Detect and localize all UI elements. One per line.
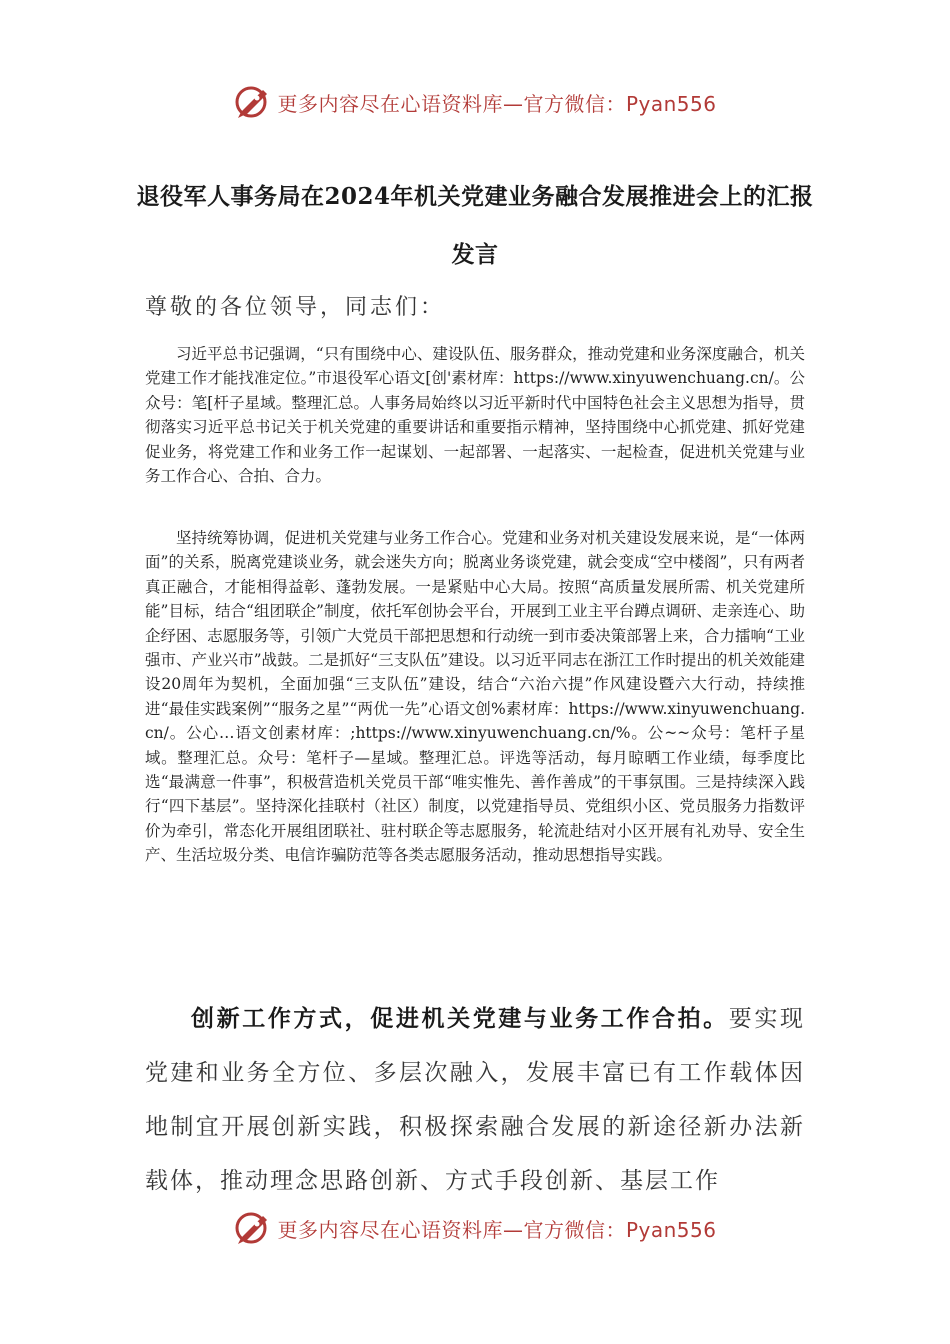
pen-nib-logo-icon	[233, 1208, 273, 1248]
paragraph-coordination: 坚持统筹协调，促进机关党建与业务工作合心。党建和业务对机关建设发展来说，是“一体两面”的关系，脱离党建谈业务，就会迷失方向；脱离业务谈党建，就会变成“空中楼阁”，只有两者真正融合，才能相得益彰、蓬勃发展。一是紧贴中心大局。按照“高质量发展所需、机关党建所能”目标，结合“组团联企”制度，依托军创协会平台，开展到工业主平台蹲点调研、走亲连心、助企纾困、志愿服务等，引领广大党员干部把思想和行动统一到市委决策部署上来，合力擂响“工业强市、产业兴市”战鼓。二是抓好“三支队伍”建设。以习近平同志在浙江工作时提出的机关效能建设20周年为契机，全面加强“三支队伍”建设，结合“六治六提”作风建设暨六大行动，持续推进“最佳实践案例”“服务之星”“两优一先”心语文创%素材库：https://www.xinyuwenchuang.cn/。公心…语文创素材库：;https://www.xinyuwenchuang.cn/%。公~~众号：笔杆子星域。整理汇总。众号：笔杆子—星域。整理汇总。评选等活动，每月晾晒工作业绩，每季度比选“最满意一件事”，积极营造机关党员干部“唯实惟先、善作善成”的干事氛围。三是持续深入践行“四下基层”。坚持深化挂联村（社区）制度，以党建指导员、党组织小区、党员服务力指数评价为牵引，常态化开展组团联社、驻村联企等志愿服务，轮流赴结对小区开展有礼劝导、安全生产、生活垃圾分类、电信诈骗防范等各类志愿服务活动，推动思想指导实践。	[145, 529, 805, 865]
watermark-text: 更多内容尽在心语资料库—官方微信：Pyan556	[277, 91, 717, 116]
footer-watermark	[0, 1208, 950, 1248]
document-title: 退役军人事务局在2024年机关党建业务融合发展推进会上的汇报发言	[136, 183, 814, 268]
paragraph-innovation	[145, 992, 805, 1208]
paragraph-innovation-heading: 创新工作方式，促进机关党建与业务工作合拍。	[191, 1005, 729, 1032]
paragraph-intro: 习近平总书记强调，“只有围绕中心、建设队伍、服务群众，推动党建和业务深度融合，机关党建工作才能找准定位。”市退役军心语文[创'素材库：https://www.xinyuwenchuang.cn/。公众号：笔[杆子星域。整理汇总。人事务局始终以习近平新时代中国特色社会主义思想为指导，贯彻落实习近平总书记关于机关党建的重要讲话和重要指示精神，坚持围绕中心抓党建、抓好党建促业务，将党建工作和业务工作一起谋划、一起部署、一起落实、一起检查，促进机关党建与业务工作合心、合拍、合力。	[145, 345, 805, 486]
salutation: 尊敬的各位领导，同志们：	[145, 295, 446, 320]
header-watermark	[0, 82, 950, 122]
watermark-text: 更多内容尽在心语资料库—官方微信：Pyan556	[277, 1217, 717, 1242]
paragraph-innovation-body: 要实现党建和业务全方位、多层次融入，发展丰富已有工作载体因地制宜开展创新实践，积极探索融合发展的新途径新办法新载体，推动理念思路创新、方式手段创新、基层工作	[145, 1006, 806, 1194]
pen-nib-logo-icon	[233, 82, 273, 122]
